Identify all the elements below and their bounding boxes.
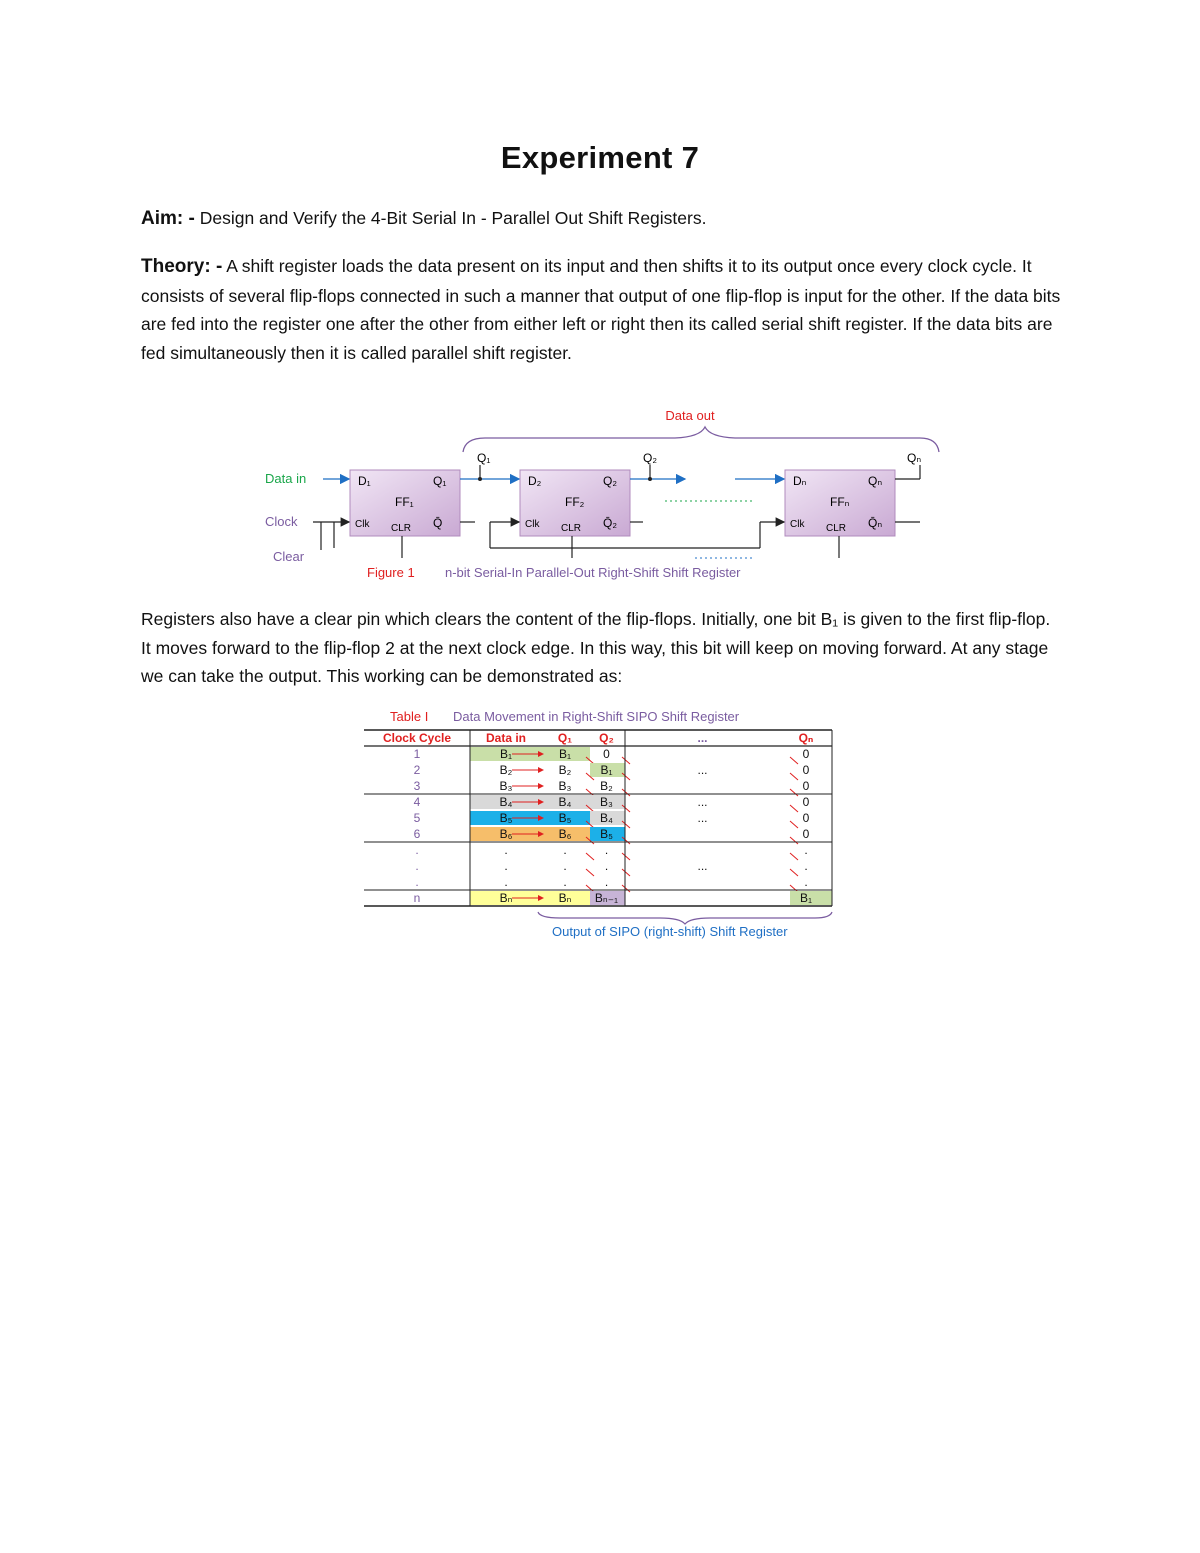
table-cell: . [563,859,567,873]
table-cell: ... [697,811,708,825]
ff1-clr-label: CLR [391,523,412,534]
table-caption-text: Data Movement in Right-Shift SIPO Shift Register [453,709,740,724]
table-cell: B₂ [600,779,613,793]
clear-label: Clear [273,549,305,564]
table-footer: Output of SIPO (right-shift) Shift Register [552,924,788,939]
table-cell: . [415,843,419,857]
table-cell: . [563,843,567,857]
table-diagonal-arrow [622,869,630,876]
table-cell: 0 [802,747,810,761]
aim-label: Aim: - [141,208,195,229]
table-cell: . [504,875,508,889]
table-cell: 4 [413,795,421,809]
table-diagonal-arrow [586,885,594,892]
ff1-d-label: D₁ [358,474,371,488]
q1-top-label: Q₁ [477,451,491,465]
table-cell: B₂ [499,763,513,777]
table-cell: B₃ [600,795,613,809]
table-cell: . [804,843,808,857]
table-cell: 0 [802,763,810,777]
ff2-q-label: Q₂ [603,474,617,488]
table-cell: . [604,859,609,873]
ff2-d-label: D₂ [528,474,542,488]
table-header-cell: Q₂ [599,731,614,745]
q2-junction [648,477,652,481]
table-diagonal-arrow [790,805,798,812]
page-title: Experiment 7 [500,140,700,175]
ffn-clk-label: Clk [790,519,805,530]
table-header-cell: ... [697,731,708,745]
table-cell: 3 [413,779,421,793]
table-cell: . [604,875,609,889]
table-cell: 5 [413,811,421,825]
table-diagonal-arrow [622,885,630,892]
table-cell: 0 [603,747,610,761]
ffn-clr-label: CLR [826,523,847,534]
ff2-clr-label: CLR [561,523,582,534]
table-cell: B₄ [558,795,572,809]
table-cell: B₄ [499,795,513,809]
table-cell: ... [697,859,708,873]
table-body [364,730,832,906]
ff2-name: FF₂ [565,495,585,509]
figure1-caption-text: n-bit Serial-In Parallel-Out Right-Shift Shift Register [445,565,741,580]
table-cell: B₃ [499,779,513,793]
table-cell: . [804,859,808,873]
table-diagonal-arrow [586,789,594,796]
table-cell: B₃ [558,779,572,793]
qn-top-label: Qₙ [907,451,922,465]
table-data-movement [360,700,840,945]
table-cell: B₆ [558,827,572,841]
table-cell: . [604,843,609,857]
table-cell: ... [697,795,708,809]
table-cell: 0 [802,795,810,809]
table-cell: B₅ [558,811,572,825]
data-out-label: Data out [665,408,715,423]
table-diagonal-arrow [790,885,798,892]
table-diagonal-arrow [622,789,630,796]
ff1-clk-label: Clk [355,519,370,530]
table-cell: . [804,875,808,889]
table-diagonal-arrow [790,869,798,876]
data-in-label: Data in [265,471,307,486]
table-cell: 0 [802,811,810,825]
ffn-name: FFₙ [830,495,850,509]
ffn-q-label: Qₙ [868,474,883,488]
table-diagonal-arrow [622,757,630,764]
ffn-qbar-label: Q̄ₙ [868,516,883,530]
table-cell: 2 [413,763,421,777]
table-header-cell: Qₙ [798,731,814,745]
q1-junction [478,477,482,481]
table-cell: B₁ [600,763,613,777]
table-cell: B₁ [799,891,813,905]
table-diagonal-arrow [790,789,798,796]
table-shift-arrowhead [538,783,544,789]
table-cell: B₁ [499,747,513,761]
data-out-brace [463,427,939,452]
table-cell: Bₙ [558,891,572,905]
table-cell: B₁ [558,747,572,761]
table-cell: B₅ [600,827,613,841]
figure1-caption-label: Figure 1 [367,565,415,580]
table-cell: Bₙ₋₁ [594,891,619,905]
theory-label: Theory: - [141,256,223,277]
ff1-name: FF₁ [395,495,414,509]
table-cell: B₅ [499,811,513,825]
ffn-d-label: Dₙ [793,474,807,488]
table-diagonal-arrow [790,853,798,860]
table-cell: . [415,859,419,873]
table-diagonal-arrow [790,773,798,780]
ff1-qbar-label: Q̄ [433,516,443,530]
table-diagonal-arrow [790,837,798,844]
ff2-clk-label: Clk [525,519,540,530]
ff2-qbar-label: Q̄₂ [603,516,617,530]
table-cell: . [563,875,567,889]
table-cell: 0 [802,827,810,841]
table-cell: B₂ [558,763,572,777]
table-header-cell: Q₁ [557,731,573,745]
table-cell: B₄ [600,811,613,825]
table-cell: . [504,843,508,857]
table-cell: n [413,891,421,905]
table-diagonal-arrow [622,853,630,860]
table-diagonal-arrow [586,869,594,876]
table-diagonal-arrow [790,821,798,828]
aim-paragraph [141,204,1061,234]
figure-sipo-circuit [255,400,945,585]
table-header-cell: Data in [485,731,527,745]
table-cell: B₆ [499,827,513,841]
table-header-cell: Clock Cycle [382,731,452,745]
output-brace [538,912,832,924]
table-cell: 6 [413,827,421,841]
table-shift-arrowhead [538,767,544,773]
clock-label: Clock [265,514,298,529]
table-cell: Bₙ [499,891,513,905]
q2-top-label: Q₂ [643,451,657,465]
table-cell: . [415,875,419,889]
table-cell: 1 [413,747,421,761]
aim-text: Design and Verify the 4-Bit Serial In - Parallel Out Shift Registers. [199,208,707,228]
ff1-q-label: Q₁ [433,474,447,488]
theory-text: A shift register loads the data present on its input and then shifts it to its output once every clock cycle. It consists of several flip-flops connected in such a manner that output of one flip-flop is input for the other. If the data bits are fed into the register one after the other from either left or right then its called serial shift register. If the data bits are fed simultaneously then it is called parallel shift register. [141,256,1061,363]
table-caption-label: Table I [390,709,429,724]
registers-paragraph: Registers also have a clear pin which clears the content of the flip-flops. Initially, one bit B₁ is given to the first flip-flop. It moves forward to the flip-flop 2 at the next clock edge. In this way, this bit will keep on moving forward. At any stage we can take the output. This working can be demonstrated as: [141,609,1051,686]
table-cell: 0 [802,779,810,793]
table-diagonal-arrow [790,757,798,764]
table-cell: ... [697,763,708,777]
table-diagonal-arrow [586,853,594,860]
theory-paragraph [141,252,1061,367]
table-cell: . [504,859,508,873]
